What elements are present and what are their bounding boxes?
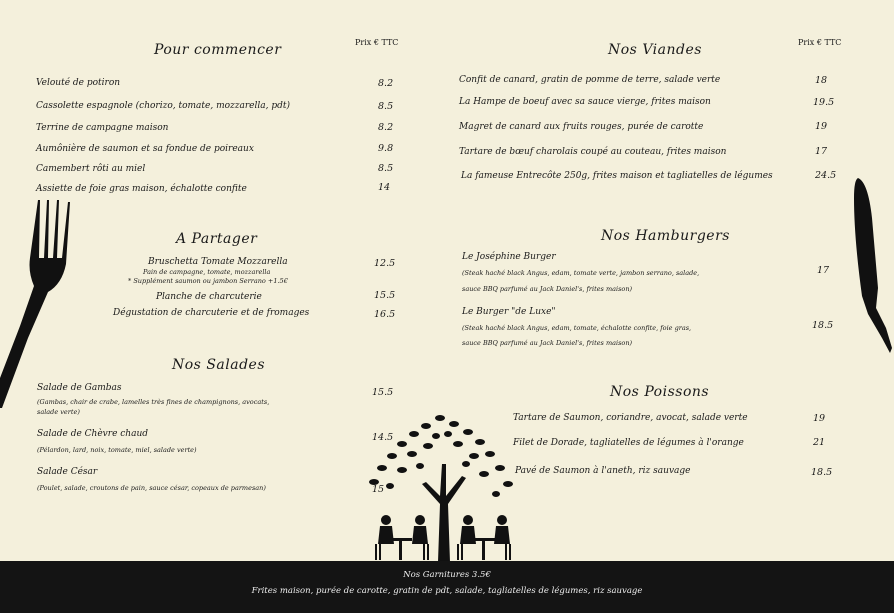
menu-item-price: 19.5 (813, 97, 835, 108)
menu-item-name: Le Joséphine Burger (462, 252, 556, 262)
meats-title: Nos Viandes (608, 42, 702, 58)
tree-silhouette-image (362, 404, 522, 562)
fork-icon (0, 198, 78, 408)
menu-item-price: 24.5 (815, 170, 837, 181)
menu-item-price: 8.5 (378, 101, 394, 112)
menu-item-name: Tartare de Saumon, coriandre, avocat, salade verte (513, 413, 748, 423)
menu-item-name: La Hampe de boeuf avec sa sauce vierge, frites maison (459, 97, 711, 107)
garnish-list: Frites maison, purée de carotte, gratin de pdt, salade, tagliatelles de légumes, riz sauvage (251, 586, 643, 596)
menu-item-name: Pavé de Saumon à l'aneth, riz sauvage (515, 466, 691, 476)
starters-title: Pour commencer (154, 42, 282, 58)
menu-item-description: sauce BBQ parfumé au Jack Daniel's, frites maison) (462, 339, 633, 347)
sharing-title: A Partager (176, 231, 258, 247)
menu-item-name: Salade César (37, 467, 98, 477)
menu-item-price: 15 (372, 484, 385, 495)
menu-item-price: 14.5 (372, 432, 394, 443)
menu-item-name: Le Burger "de Luxe" (462, 307, 556, 317)
menu-item-name: Terrine de campagne maison (36, 123, 169, 133)
menu-item-name: Assiette de foie gras maison, échalotte confite (36, 184, 247, 194)
menu-item-name: La fameuse Entrecôte 250g, frites maison et tagliatelles de légumes (461, 171, 773, 181)
menu-item-name: Dégustation de charcuterie et de fromages (113, 308, 310, 318)
menu-item-price: 16.5 (374, 309, 396, 320)
menu-item-price: 15.5 (374, 290, 396, 301)
menu-item-name: Magret de canard aux fruits rouges, purée de carotte (459, 122, 704, 132)
fish-title: Nos Poissons (610, 384, 710, 400)
menu-item-description: salade verte) (37, 408, 80, 416)
menu-item-name: Cassolette espagnole (chorizo, tomate, mozzarella, pdt) (36, 101, 290, 111)
menu-item-name: Tartare de bœuf charolais coupé au couteau, frites maison (459, 147, 727, 157)
menu-item-price: 19 (815, 121, 828, 132)
menu-item-name: Confit de canard, gratin de pomme de terre, salade verte (459, 75, 721, 85)
menu-item-description: (Steak haché black Angus, edam, tomate verte, jambon serrano, salade, (462, 269, 700, 277)
burgers-title: Nos Hamburgers (601, 228, 730, 244)
menu-item-price: 18.5 (812, 320, 834, 331)
menu-item-price: 9.8 (378, 143, 394, 154)
menu-item-name: Camembert rôti au miel (36, 164, 146, 174)
menu-item-name: Filet de Dorade, tagliatelles de légumes à l'orange (513, 438, 744, 448)
menu-item-price: 8.2 (378, 78, 394, 89)
menu-item-price: 17 (815, 146, 828, 157)
menu-item-price: 15.5 (372, 387, 394, 398)
garnish-footer (0, 561, 894, 613)
menu-item-price: 12.5 (374, 258, 396, 269)
menu-item-price: 8.5 (378, 163, 394, 174)
menu-item-description: Pain de campagne, tomate, mozzarella (143, 268, 271, 276)
menu-item-note: * Supplément saumon ou jambon Serrano +1.5€ (128, 277, 288, 285)
menu-item-description: (Gambas, chair de crabe, lamelles très fines de champignons, avocats, (37, 398, 270, 406)
menu-item-price: 8.2 (378, 122, 394, 133)
menu-item-name: Salade de Chèvre chaud (37, 429, 149, 439)
menu-item-description: sauce BBQ parfumé au Jack Daniel's, frites maison) (462, 285, 633, 293)
menu-item-price: 17 (817, 265, 830, 276)
menu-item-name: Velouté de potiron (36, 78, 121, 88)
menu-item-description: (Pélardon, lard, noix, tomate, miel, salade verte) (37, 446, 197, 454)
menu-item-name: Aumônière de saumon et sa fondue de poireaux (36, 144, 254, 154)
salads-title: Nos Salades (172, 357, 266, 373)
menu-item-name: Planche de charcuterie (156, 292, 262, 302)
garnish-title: Nos Garnitures 3.5€ (403, 570, 491, 580)
starters-price-header: Prix € TTC (355, 38, 399, 47)
menu-item-price: 21 (813, 437, 826, 448)
menu-item-name: Salade de Gambas (37, 383, 122, 393)
meats-price-header: Prix € TTC (798, 38, 842, 47)
menu-item-name: Bruschetta Tomate Mozzarella (148, 257, 288, 267)
menu-item-description: (Poulet, salade, croutons de pain, sauce césar, copeaux de parmesan) (37, 484, 266, 492)
menu-item-description: (Steak haché black Angus, edam, tomate, échalotte confite, foie gras, (462, 324, 692, 332)
menu-item-price: 18 (815, 75, 828, 86)
menu-item-price: 18.5 (811, 467, 833, 478)
menu-item-price: 14 (378, 182, 391, 193)
knife-icon (852, 178, 894, 353)
menu-item-price: 19 (813, 413, 826, 424)
